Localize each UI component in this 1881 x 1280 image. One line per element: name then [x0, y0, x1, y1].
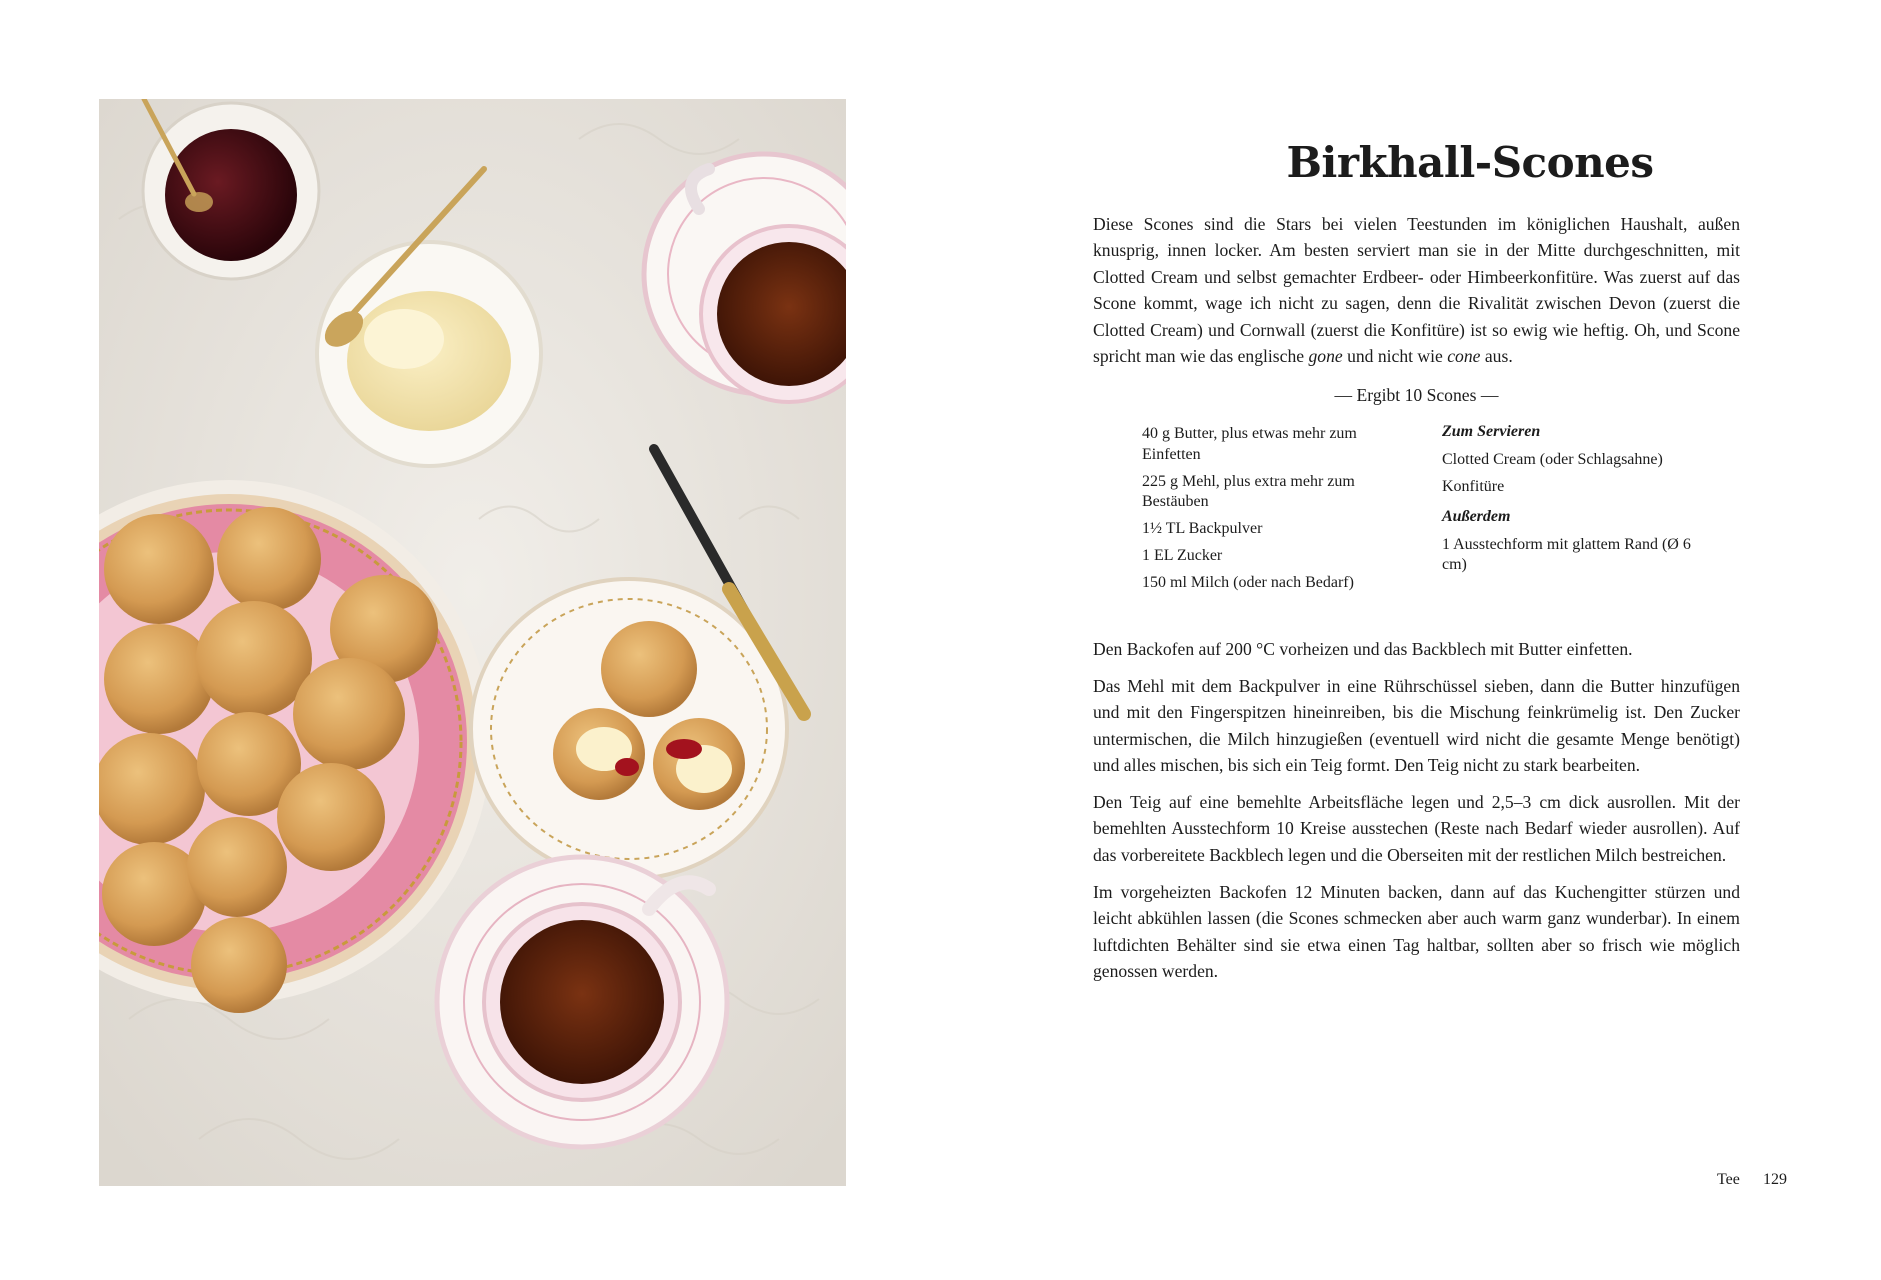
intro-text-1: Diese Scones sind die Stars bei vielen Teestunden im königlichen Haushalt, außen knusprig, innen locker. Am besten serviert man sie in der Mitte durchgeschnitten, mit Clotted Cream und selbst gemachter Erdbeer- oder Himbeerkonfitüre. Was zuerst auf das Scone kommt, wage ich nicht zu sagen, denn die Rivalität zwischen Devon (zuerst die Clotted Cream) und Cornwall (zuerst die Konfitüre) ist so ewig wie heftig. Oh, und Scone spricht man wie das englische [1093, 214, 1740, 367]
ingredient-item: 1 EL Zucker [1142, 547, 1223, 564]
serving-item: Konfitüre [1442, 477, 1505, 495]
intro-word-cone: cone [1447, 346, 1481, 367]
ingredients-list [1142, 424, 1387, 600]
intro-text-2: und nicht wie [1342, 346, 1448, 367]
scones-tea-photo [99, 99, 846, 1186]
intro-text-3: aus. [1480, 346, 1513, 367]
recipe-step: Im vorgeheizten Backofen 12 Minuten backen, dann auf das Kuchengitter stürzen und leicht abkühlen lassen (die Scones schmecken aber auch warm ganz wunderbar). In einem luftdichten Behälter sind sie etwa einen Tag haltbar, sollten aber so frisch wie möglich genossen werden. [1093, 881, 1740, 981]
footer-section: Tee [1717, 1171, 1740, 1188]
recipe-step: Den Backofen auf 200 °C vorheizen und das Backblech mit Butter einfetten. [1093, 639, 1633, 659]
extra-heading: Außerdem [1442, 508, 1511, 525]
recipe-title: Birkhall-Scones [1286, 138, 1654, 187]
ingredient-item: 1½ TL Backpulver [1142, 520, 1263, 537]
extra-item: 1 Ausstechform mit glattem Rand (Ø 6 cm) [1442, 535, 1691, 573]
recipe-step: Das Mehl mit dem Backpulver in eine Rührschüssel sieben, dann die Butter hinzufügen und mit den Fingerspitzen hineinreiben, bis die Mischung feinkrümelig ist. Den Zucker untermischen, die Milch hinzugießen (eventuell wird nicht die gesamte Menge benötigt) und alles mischen, bis sich ein Teig formt. Den Teig nicht zu stark bearbeiten. [1093, 675, 1740, 776]
serving-item: Clotted Cream (oder Schlagsahne) [1442, 450, 1663, 468]
page-number: 129 [1763, 1171, 1787, 1188]
intro-word-gone: gone [1308, 346, 1343, 367]
recipe-step: Den Teig auf eine bemehlte Arbeitsfläche legen und 2,5–3 cm dick ausrollen. Mit der bemehlten Ausstechform 10 Kreise ausstechen (Reste nach Bedarf wieder ausrollen). Auf das vorbereitete Backblech legen und die Oberseiten mit der restlichen Milch bestreichen. [1093, 792, 1740, 865]
recipe-yield: — Ergibt 10 Scones — [1334, 385, 1499, 405]
recipe-steps [1093, 636, 1740, 995]
ingredient-item: 150 ml Milch (oder nach Bedarf) [1142, 574, 1354, 591]
recipe-intro [1093, 211, 1740, 369]
ingredient-item: 40 g Butter, plus etwas mehr zum Einfetten [1142, 425, 1357, 463]
ingredient-item: 225 g Mehl, plus extra mehr zum Bestäuben [1142, 472, 1355, 510]
serving-and-extras [1442, 422, 1712, 582]
serving-heading: Zum Servieren [1442, 423, 1541, 440]
